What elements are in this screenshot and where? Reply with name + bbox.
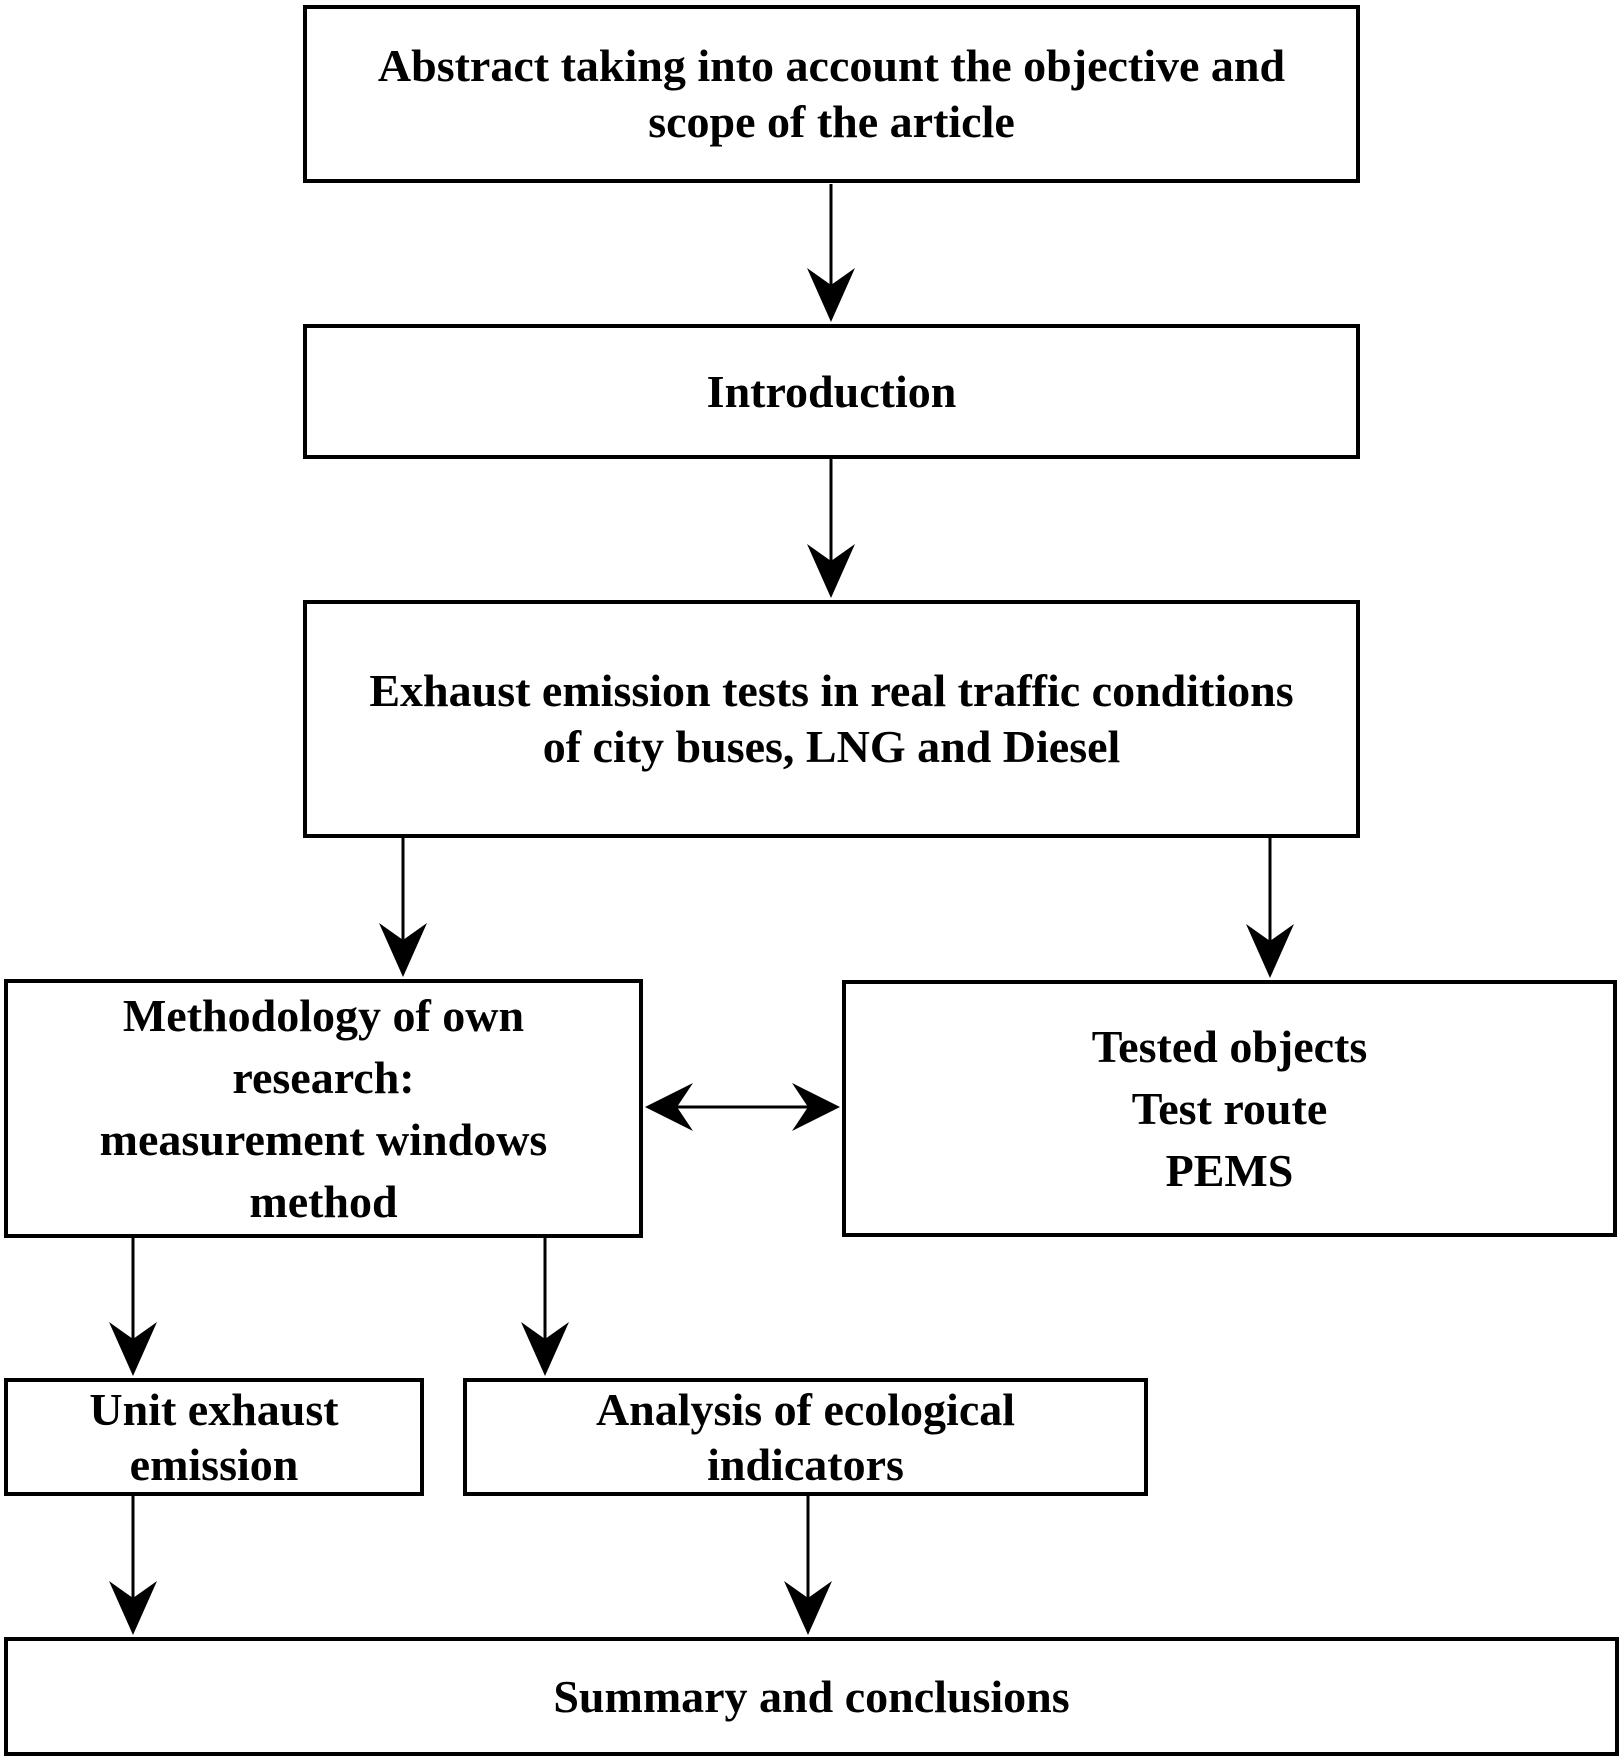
arrow-exhaust-to-tested-icon — [1246, 838, 1294, 978]
arrow-analysis-to-summary-icon — [784, 1496, 832, 1635]
box-tested-line-2: Test route — [1131, 1082, 1328, 1134]
box-summary-line-1: Summary and conclusions — [553, 1671, 1070, 1722]
box-methodology-line-2: research: — [232, 1051, 415, 1103]
box-methodology-line-3: measurement windows — [99, 1113, 548, 1165]
box-methodology-line-4: method — [249, 1175, 398, 1227]
box-abstract-line-1: Abstract taking into account the objective and — [377, 40, 1286, 91]
box-abstract-line-2: scope of the article — [648, 96, 1015, 147]
box-abstract — [303, 5, 1360, 183]
arrow-methodology-tested-bidirectional-icon — [645, 1083, 840, 1131]
box-tested-objects — [842, 980, 1617, 1237]
arrow-unit-to-summary-icon — [109, 1496, 157, 1635]
box-exhaust-emission-tests — [303, 600, 1360, 838]
arrow-introduction-to-exhaust-icon — [807, 459, 855, 598]
box-tested-line-1: Tested objects — [1091, 1020, 1368, 1072]
arrow-methodology-to-unit-icon — [109, 1238, 157, 1376]
box-exhaust-line-2: of city buses, LNG and Diesel — [542, 721, 1121, 772]
arrow-methodology-to-analysis-icon — [521, 1238, 569, 1376]
box-introduction — [303, 324, 1360, 459]
box-unit-line-1: Unit exhaust — [89, 1384, 339, 1435]
box-tested-line-3: PEMS — [1165, 1144, 1294, 1196]
box-analysis-line-2: indicators — [707, 1439, 904, 1490]
box-ecological-analysis — [463, 1378, 1148, 1496]
box-methodology-line-1: Methodology of own — [122, 989, 525, 1041]
box-unit-line-2: emission — [129, 1439, 299, 1490]
box-introduction-line-1: Introduction — [706, 366, 957, 417]
box-methodology — [4, 979, 643, 1238]
arrow-exhaust-to-methodology-icon — [379, 838, 427, 977]
arrow-abstract-to-introduction-icon — [807, 184, 855, 322]
box-exhaust-line-1: Exhaust emission tests in real traffic conditions — [369, 665, 1294, 716]
box-summary-conclusions — [4, 1637, 1619, 1756]
box-analysis-line-1: Analysis of ecological — [595, 1384, 1016, 1435]
box-unit-exhaust-emission — [4, 1378, 424, 1496]
